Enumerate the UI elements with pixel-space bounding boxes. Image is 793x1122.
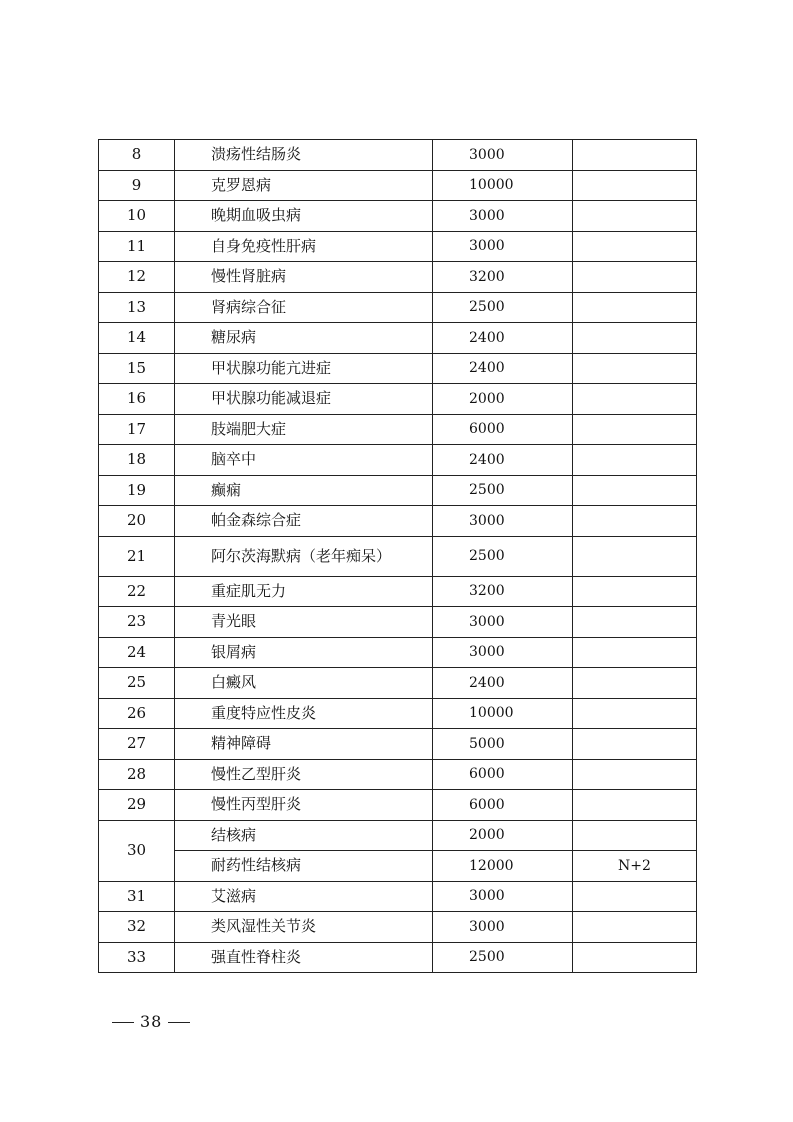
amount-value: 3000 [433, 637, 573, 668]
amount-value: 2000 [433, 384, 573, 415]
note-cell [573, 292, 697, 323]
table-row [99, 140, 697, 171]
amount-value: 2000 [433, 820, 573, 851]
disease-name: 糖尿病 [175, 323, 433, 354]
table-row [99, 698, 697, 729]
disease-name: 晚期血吸虫病 [175, 201, 433, 232]
row-number: 27 [99, 729, 175, 760]
row-number: 20 [99, 506, 175, 537]
amount-value: 3000 [433, 607, 573, 638]
amount-value: 3000 [433, 881, 573, 912]
amount-value: 6000 [433, 759, 573, 790]
note-cell [573, 790, 697, 821]
note-cell [573, 353, 697, 384]
table-row [99, 912, 697, 943]
table-row [99, 607, 697, 638]
row-number: 11 [99, 231, 175, 262]
amount-value: 3200 [433, 262, 573, 293]
note-cell [573, 536, 697, 576]
amount-value: 3000 [433, 912, 573, 943]
note-cell [573, 881, 697, 912]
row-number: 19 [99, 475, 175, 506]
note-cell [573, 912, 697, 943]
disease-name: 白癜风 [175, 668, 433, 699]
disease-name: 帕金森综合症 [175, 506, 433, 537]
disease-name: 甲状腺功能减退症 [175, 384, 433, 415]
table-row [99, 790, 697, 821]
amount-value: 12000 [433, 851, 573, 882]
disease-name: 艾滋病 [175, 881, 433, 912]
amount-value: 2400 [433, 668, 573, 699]
note-cell [573, 262, 697, 293]
amount-value: 2400 [433, 353, 573, 384]
note-cell [573, 637, 697, 668]
page-number: 38 [140, 1012, 163, 1031]
amount-value: 3000 [433, 201, 573, 232]
disease-name: 阿尔茨海默病（老年痴呆） [175, 536, 433, 576]
row-number: 29 [99, 790, 175, 821]
disease-name: 结核病 [175, 820, 433, 851]
amount-value: 5000 [433, 729, 573, 760]
disease-name: 重症肌无力 [175, 576, 433, 607]
note-cell [573, 384, 697, 415]
note-cell [573, 323, 697, 354]
note-cell [573, 201, 697, 232]
disease-name: 脑卒中 [175, 445, 433, 476]
amount-value: 2500 [433, 292, 573, 323]
table-row [99, 292, 697, 323]
dash-right [168, 1022, 190, 1023]
amount-value: 6000 [433, 414, 573, 445]
disease-table [98, 139, 697, 973]
amount-value: 10000 [433, 698, 573, 729]
row-number: 16 [99, 384, 175, 415]
row-number: 14 [99, 323, 175, 354]
disease-name: 肾病综合征 [175, 292, 433, 323]
table-row [99, 536, 697, 576]
disease-name: 青光眼 [175, 607, 433, 638]
table-row [99, 668, 697, 699]
table-row [99, 820, 697, 851]
disease-name: 慢性乙型肝炎 [175, 759, 433, 790]
amount-value: 2400 [433, 323, 573, 354]
disease-name: 耐药性结核病 [175, 851, 433, 882]
row-number: 15 [99, 353, 175, 384]
row-number: 28 [99, 759, 175, 790]
note-cell [573, 414, 697, 445]
row-number: 10 [99, 201, 175, 232]
note-cell [573, 475, 697, 506]
table-row [99, 729, 697, 760]
table-row [99, 384, 697, 415]
amount-value: 3000 [433, 231, 573, 262]
disease-name: 强直性脊柱炎 [175, 942, 433, 973]
table-row [99, 759, 697, 790]
disease-name: 慢性丙型肝炎 [175, 790, 433, 821]
note-cell [573, 942, 697, 973]
table-row [99, 637, 697, 668]
disease-name: 癫痫 [175, 475, 433, 506]
note-cell [573, 140, 697, 171]
row-number: 17 [99, 414, 175, 445]
note-cell [573, 506, 697, 537]
note-cell [573, 231, 697, 262]
amount-value: 2500 [433, 475, 573, 506]
table-row [99, 506, 697, 537]
note-cell [573, 576, 697, 607]
row-number: 30 [99, 820, 175, 881]
table-row [99, 170, 697, 201]
disease-name: 重度特应性皮炎 [175, 698, 433, 729]
disease-name: 类风湿性关节炎 [175, 912, 433, 943]
table-row [99, 576, 697, 607]
amount-value: 2500 [433, 942, 573, 973]
amount-value: 2400 [433, 445, 573, 476]
table-row [99, 201, 697, 232]
disease-name: 慢性肾脏病 [175, 262, 433, 293]
row-number: 33 [99, 942, 175, 973]
row-number: 25 [99, 668, 175, 699]
row-number: 21 [99, 536, 175, 576]
disease-name: 溃疡性结肠炎 [175, 140, 433, 171]
row-number: 18 [99, 445, 175, 476]
amount-value: 2500 [433, 536, 573, 576]
table-row [99, 231, 697, 262]
table-row [99, 881, 697, 912]
disease-name: 肢端肥大症 [175, 414, 433, 445]
table-row [99, 353, 697, 384]
note-cell [573, 445, 697, 476]
disease-name: 精神障碍 [175, 729, 433, 760]
row-number: 31 [99, 881, 175, 912]
disease-name: 自身免疫性肝病 [175, 231, 433, 262]
disease-name: 银屑病 [175, 637, 433, 668]
amount-value: 3000 [433, 140, 573, 171]
row-number: 22 [99, 576, 175, 607]
note-cell [573, 820, 697, 851]
table-row [99, 851, 697, 882]
table-row [99, 262, 697, 293]
row-number: 9 [99, 170, 175, 201]
row-number: 26 [99, 698, 175, 729]
dash-left [112, 1022, 134, 1023]
note-cell [573, 729, 697, 760]
row-number: 23 [99, 607, 175, 638]
row-number: 24 [99, 637, 175, 668]
table-row [99, 323, 697, 354]
note-cell [573, 607, 697, 638]
amount-value: 10000 [433, 170, 573, 201]
disease-name: 甲状腺功能亢进症 [175, 353, 433, 384]
table-row [99, 445, 697, 476]
row-number: 8 [99, 140, 175, 171]
table-row [99, 475, 697, 506]
row-number: 13 [99, 292, 175, 323]
row-number: 12 [99, 262, 175, 293]
page-number-footer [106, 1012, 196, 1031]
amount-value: 3000 [433, 506, 573, 537]
disease-name: 克罗恩病 [175, 170, 433, 201]
amount-value: 6000 [433, 790, 573, 821]
table-row [99, 414, 697, 445]
note-cell [573, 759, 697, 790]
note-cell [573, 668, 697, 699]
note-cell [573, 170, 697, 201]
table-row [99, 942, 697, 973]
amount-value: 3200 [433, 576, 573, 607]
note-cell [573, 698, 697, 729]
row-number: 32 [99, 912, 175, 943]
note-cell: N+2 [573, 851, 697, 882]
